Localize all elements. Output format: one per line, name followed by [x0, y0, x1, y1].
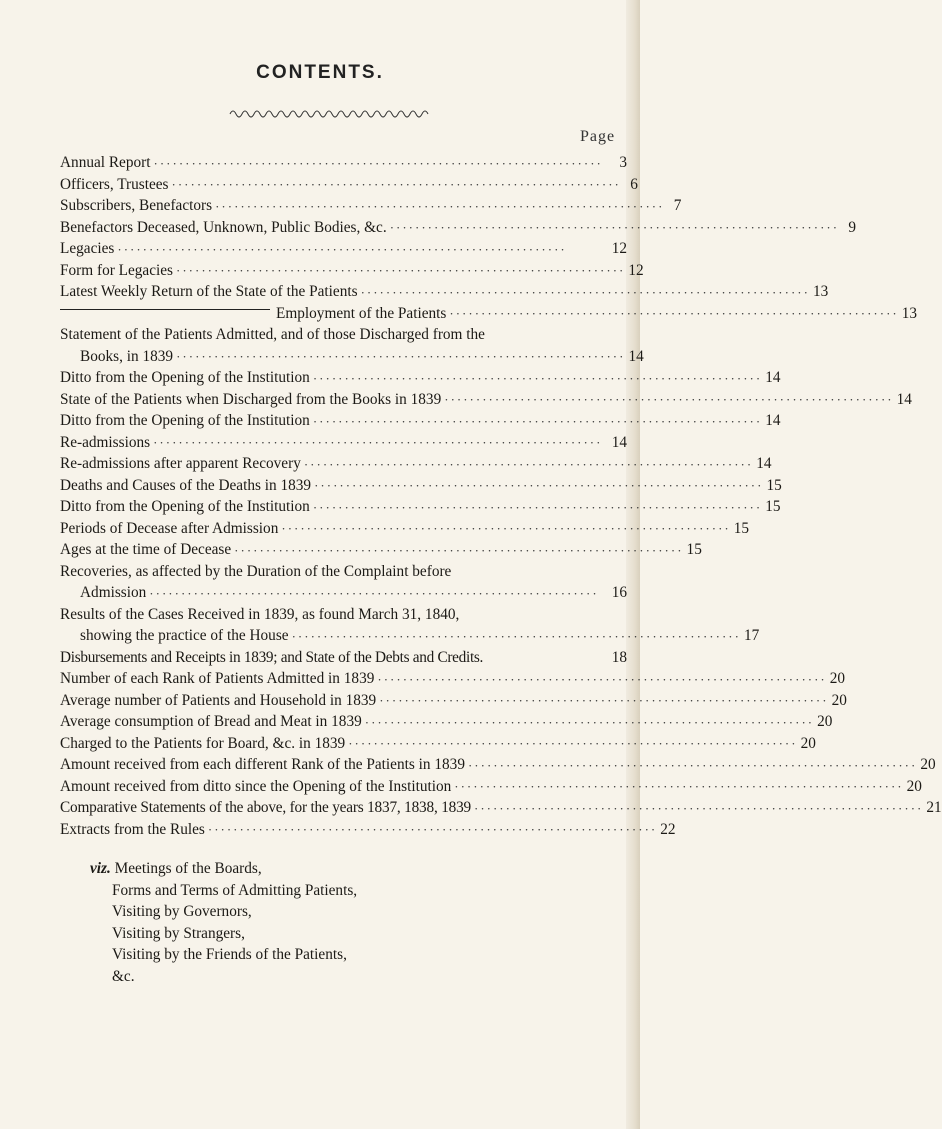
toc-entry: Admission ······································································· 16: [80, 584, 627, 601]
toc-entry: Annual Report ······································································· 3: [60, 154, 627, 171]
toc-entry: Number of each Rank of Patients Admitted in 1839 ······································································· 20: [60, 670, 846, 687]
list-item: viz. Meetings of the Boards,: [90, 860, 262, 877]
toc-entry: showing the practice of the House ······································································· 17: [80, 627, 760, 644]
toc-entry: Form for Legacies ······································································· 12: [60, 261, 644, 279]
list-item: Forms and Terms of Admitting Patients,: [112, 881, 358, 899]
toc-entry: Charged to the Patients for Board, &c. in 1839 ······································································· 20: [60, 734, 816, 752]
list-item: Visiting by Strangers,: [112, 924, 245, 942]
toc-entry: Deaths and Causes of the Deaths in 1839 ······································································· 15: [60, 476, 782, 494]
toc-entry: Ditto from the Opening of the Institution ······································································· 14: [60, 412, 781, 429]
toc-entry: Re-admissions ······································································· 14: [60, 433, 627, 451]
toc-entry: Latest Weekly Return of the State of the Patients ······································································· 13: [60, 283, 829, 300]
toc-entry: Ages at the time of Decease ······································································· 15: [60, 541, 702, 558]
toc-entry: Ditto from the Opening of the Institution ······································································· 14: [60, 369, 781, 386]
toc-entry: Average number of Patients and Household in 1839 ······································································· 20: [60, 691, 847, 709]
toc-entry: Books, in 1839 ······································································· 14: [80, 347, 644, 365]
toc-entry: Amount received from each different Rank of the Patients in 1839 ······································································· 20: [60, 756, 936, 773]
page-title: CONTENTS.: [256, 62, 384, 83]
toc-entry: Extracts from the Rules ······································································· 22: [60, 820, 676, 838]
toc-entry: State of the Patients when Discharged from the Books in 1839 ······································································· 14: [60, 390, 912, 408]
toc-entry: Recoveries, as affected by the Duration of the Complaint before: [60, 562, 452, 580]
toc-entry: Re-admissions after apparent Recovery ······································································· 14: [60, 455, 772, 472]
toc-entry: Ditto from the Opening of the Institution ······································································· 15: [60, 498, 781, 515]
table-of-contents: [60, 152, 942, 840]
toc-entry: Benefactors Deceased, Unknown, Public Bodies, &c. ······································································· 9: [60, 218, 857, 236]
toc-entry: Results of the Cases Received in 1839, as found March 31, 1840,: [60, 605, 460, 623]
page-edge: [626, 0, 640, 1129]
list-item: Visiting by Governors,: [112, 903, 252, 920]
toc-entry: Amount received from ditto since the Opening of the Institution ······································································· 20: [60, 777, 922, 795]
list-item: Visiting by the Friends of the Patients,: [112, 946, 347, 963]
toc-entry: Legacies ······································································· 12: [60, 240, 627, 257]
toc-entry: Subscribers, Benefactors ······································································· 7: [60, 197, 682, 214]
toc-entry: Officers, Trustees ······································································· 6: [60, 175, 638, 193]
toc-entry: Comparative Statements of the above, for the years 1837, 1838, 1839 ······································································· 21: [60, 799, 942, 816]
page-column-header: Page: [580, 128, 616, 145]
toc-entry: Employment of the Patients ······································································· 13: [60, 303, 627, 325]
decorative-rule: [230, 104, 430, 118]
toc-entry: Periods of Decease after Admission ······································································· 15: [60, 519, 750, 537]
toc-entry: Statement of the Patients Admitted, and of those Discharged from the: [60, 326, 485, 343]
toc-entry: Disbursements and Receipts in 1839; and State of the Debts and Credits. 18: [60, 648, 627, 666]
rules-sublist: [90, 858, 357, 987]
toc-entry: Average consumption of Bread and Meat in 1839 ······································································· 20: [60, 713, 833, 730]
list-item: &c.: [112, 967, 135, 985]
ditto-rule: [60, 309, 270, 310]
